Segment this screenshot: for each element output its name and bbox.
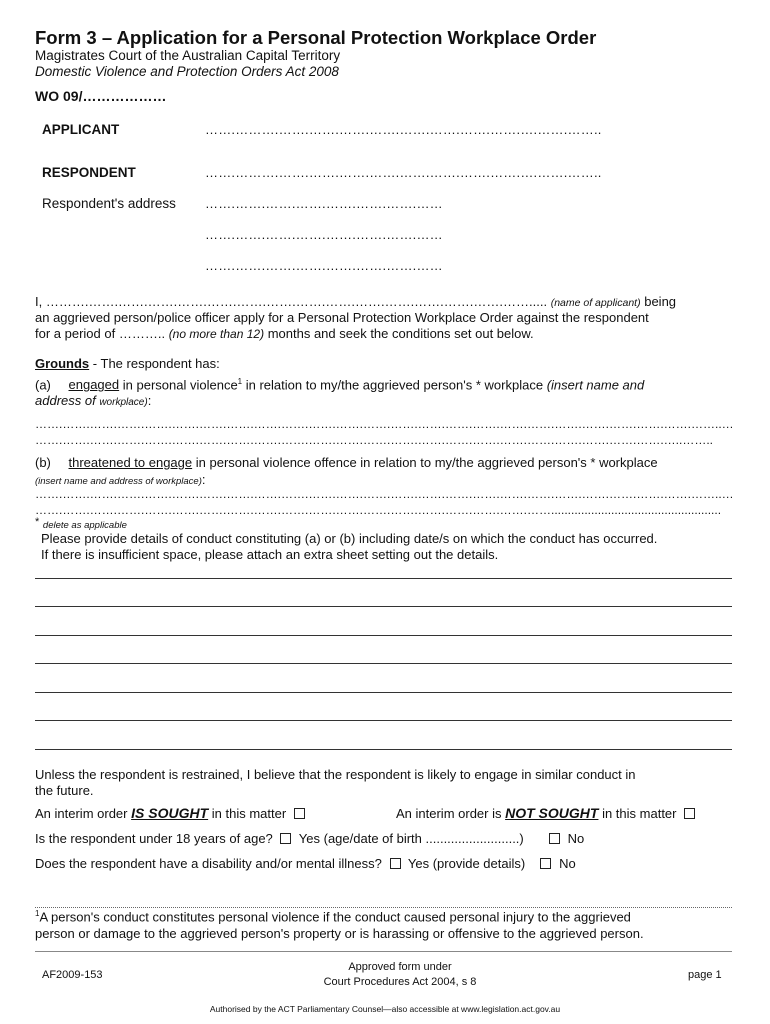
details-line-1[interactable] bbox=[35, 578, 732, 579]
interim-sought-suffix: in this matter bbox=[211, 806, 287, 821]
ground-b-threatened: threatened to engage bbox=[68, 455, 193, 470]
details-instruction-1: Please provide details of conduct constituting (a) or (b) including date/s on which the conduct has occurred. bbox=[41, 531, 658, 546]
respondent-label: RESPONDENT bbox=[42, 165, 136, 180]
details-line-5[interactable] bbox=[35, 692, 732, 693]
likelihood-line-1: Unless the respondent is restrained, I believe that the respondent is likely to engage in similar conduct in bbox=[35, 767, 636, 782]
interim-sought-row bbox=[35, 805, 309, 821]
disability-yes-label: Yes (provide details) bbox=[407, 856, 526, 871]
age-yes-checkbox[interactable] bbox=[280, 833, 291, 844]
disability-no-label: No bbox=[559, 856, 576, 871]
details-line-6[interactable] bbox=[35, 720, 732, 721]
age-no-checkbox[interactable] bbox=[549, 833, 560, 844]
disability-question: Does the respondent have a disability and/or mental illness? bbox=[35, 856, 382, 871]
period-field[interactable]: for a period of ……….. bbox=[35, 326, 166, 341]
age-question: Is the respondent under 18 years of age? bbox=[35, 831, 273, 846]
interim-sought-prefix: An interim order bbox=[35, 806, 128, 821]
applicant-name-field[interactable]: I, ……….…….…….…….…….…….…….…….…….…….…….…….…….…….…….……..... bbox=[35, 294, 548, 309]
delete-note bbox=[35, 516, 127, 531]
interim-not-suffix: in this matter bbox=[602, 806, 677, 821]
footnote-number: 1 bbox=[35, 909, 40, 918]
interim-not-sought-row bbox=[396, 805, 699, 821]
delete-star: * bbox=[35, 516, 40, 528]
grounds-heading bbox=[35, 356, 220, 371]
footnote-line-2: person or damage to the aggrieved person's property or is harassing or offensive to the aggrieved person. bbox=[35, 926, 644, 941]
details-line-7[interactable] bbox=[35, 749, 732, 750]
footnote-divider bbox=[35, 907, 732, 908]
form-title: Form 3 – Application for a Personal Protection Workplace Order bbox=[35, 27, 597, 48]
form-code: AF2009-153 bbox=[42, 969, 103, 981]
applicant-label: APPLICANT bbox=[42, 122, 120, 137]
ground-a-engaged: engaged bbox=[68, 377, 120, 393]
ground-b-text: in personal violence offence in relation to my/the aggrieved person's * workplace bbox=[195, 455, 658, 470]
age-no-label: No bbox=[567, 831, 585, 846]
statement-line-3 bbox=[35, 326, 534, 341]
statement-line-2: an aggrieved person/police officer apply for a Personal Protection Workplace Order against the respondent bbox=[35, 310, 649, 325]
page-number: page 1 bbox=[688, 969, 722, 981]
ground-b-marker: (b) bbox=[35, 455, 51, 470]
approved-line-1: Approved form under bbox=[348, 961, 452, 973]
ground-a-field-2[interactable]: …….…….…….…….…….…….…….…….…….…….…….…….…….…….…….…….…….…….…….…….…….…….…….…..…….. bbox=[35, 433, 714, 447]
ground-a-hint-line2 bbox=[35, 393, 151, 408]
applicant-field[interactable]: …….……….…….…….…….…….…….…….…….…….….…….…….. bbox=[205, 122, 602, 137]
ground-a-marker: (a) bbox=[35, 377, 51, 393]
disability-question-row bbox=[35, 856, 576, 871]
approved-line-2: Court Procedures Act 2004, s 8 bbox=[323, 976, 477, 988]
details-line-2[interactable] bbox=[35, 606, 732, 607]
act-name: Domestic Violence and Protection Orders Act 2008 bbox=[35, 64, 339, 79]
ground-b-field-1[interactable]: …….…….…….…….…….…….…….…….…….…….…….…….…….…….…….…….…….…….…….…….…….…….…….…….……..… bbox=[35, 487, 734, 501]
respondent-address-line-2[interactable]: …….…….…….…….…….…….…….…… bbox=[205, 227, 443, 242]
respondent-address-line-1[interactable]: …….…….…….…….…….…….…….…… bbox=[205, 196, 443, 211]
period-suffix: months and seek the conditions set out below. bbox=[267, 326, 534, 341]
period-hint: (no more than 12) bbox=[168, 327, 265, 341]
ground-a-hint: (insert name and bbox=[546, 377, 645, 393]
disability-no-checkbox[interactable] bbox=[540, 858, 551, 869]
ground-b-line bbox=[35, 455, 658, 470]
ground-a-line bbox=[35, 377, 644, 392]
footnote-text-1: A person's conduct constitutes personal violence if the conduct caused personal injury to the aggrieved bbox=[39, 909, 631, 925]
interim-sought-emphasis: IS SOUGHT bbox=[131, 805, 209, 821]
interim-not-sought-checkbox[interactable] bbox=[684, 808, 695, 819]
grounds-subtitle: - The respondent has: bbox=[92, 356, 220, 371]
footnote-ref: 1 bbox=[237, 377, 243, 386]
ground-b-hint: (insert name and address of workplace) bbox=[35, 476, 202, 487]
ground-a-hint-address: address of bbox=[35, 393, 96, 408]
ground-b-field-2[interactable]: …….…….…….…….…….…….…….…….…….…….…….…….…….…….…….…….…….…….……................................................... bbox=[35, 503, 722, 517]
ground-a-field-1[interactable]: …….…….…….…….…….…….…….…….…….…….…….…….…….…….…….…….…….…….…….…….…….…….…….…….……..… bbox=[35, 417, 734, 431]
ground-b-colon: : bbox=[201, 472, 206, 487]
ground-a-colon: : bbox=[147, 393, 152, 408]
authorised-notice: Authorised by the ACT Parliamentary Counsel—also accessible at www.legislation.act.gov.au bbox=[209, 1004, 561, 1014]
interim-sought-checkbox[interactable] bbox=[294, 808, 305, 819]
details-instruction-2: If there is insufficient space, please attach an extra sheet setting out the details. bbox=[41, 547, 499, 562]
ground-a-text: in personal violence bbox=[122, 377, 238, 393]
likelihood-line-2: the future. bbox=[35, 783, 94, 798]
ground-b-hint-line bbox=[35, 472, 205, 487]
court-name: Magistrates Court of the Australian Capital Territory bbox=[35, 48, 341, 63]
statement-line-1 bbox=[35, 294, 676, 309]
interim-not-prefix: An interim order is bbox=[396, 806, 502, 821]
details-line-4[interactable] bbox=[35, 663, 732, 664]
statement-being: being bbox=[644, 294, 677, 309]
disability-yes-checkbox[interactable] bbox=[390, 858, 401, 869]
respondent-address-line-3[interactable]: …….…….…….…….…….…….…….…… bbox=[205, 258, 443, 273]
delete-note-text: delete as applicable bbox=[42, 520, 127, 531]
age-yes-label: Yes (age/date of birth ..........................) bbox=[298, 831, 524, 846]
respondent-address-label: Respondent's address bbox=[42, 196, 176, 211]
ground-a-text2: in relation to my/the aggrieved person's * workplace bbox=[245, 377, 544, 393]
name-hint: (name of applicant) bbox=[550, 297, 641, 309]
details-line-3[interactable] bbox=[35, 635, 732, 636]
ground-a-hint-workplace: workplace) bbox=[99, 397, 148, 408]
footnote-line-1 bbox=[35, 909, 631, 924]
age-question-row bbox=[35, 831, 584, 846]
interim-not-emphasis: NOT SOUGHT bbox=[505, 805, 599, 821]
respondent-field[interactable]: …….……….…….…….…….…….…….…….…….…….….…….…….. bbox=[205, 165, 602, 180]
wo-number: WO 09/……………… bbox=[35, 88, 167, 104]
footer-divider bbox=[35, 951, 732, 952]
grounds-title: Grounds bbox=[35, 356, 90, 371]
